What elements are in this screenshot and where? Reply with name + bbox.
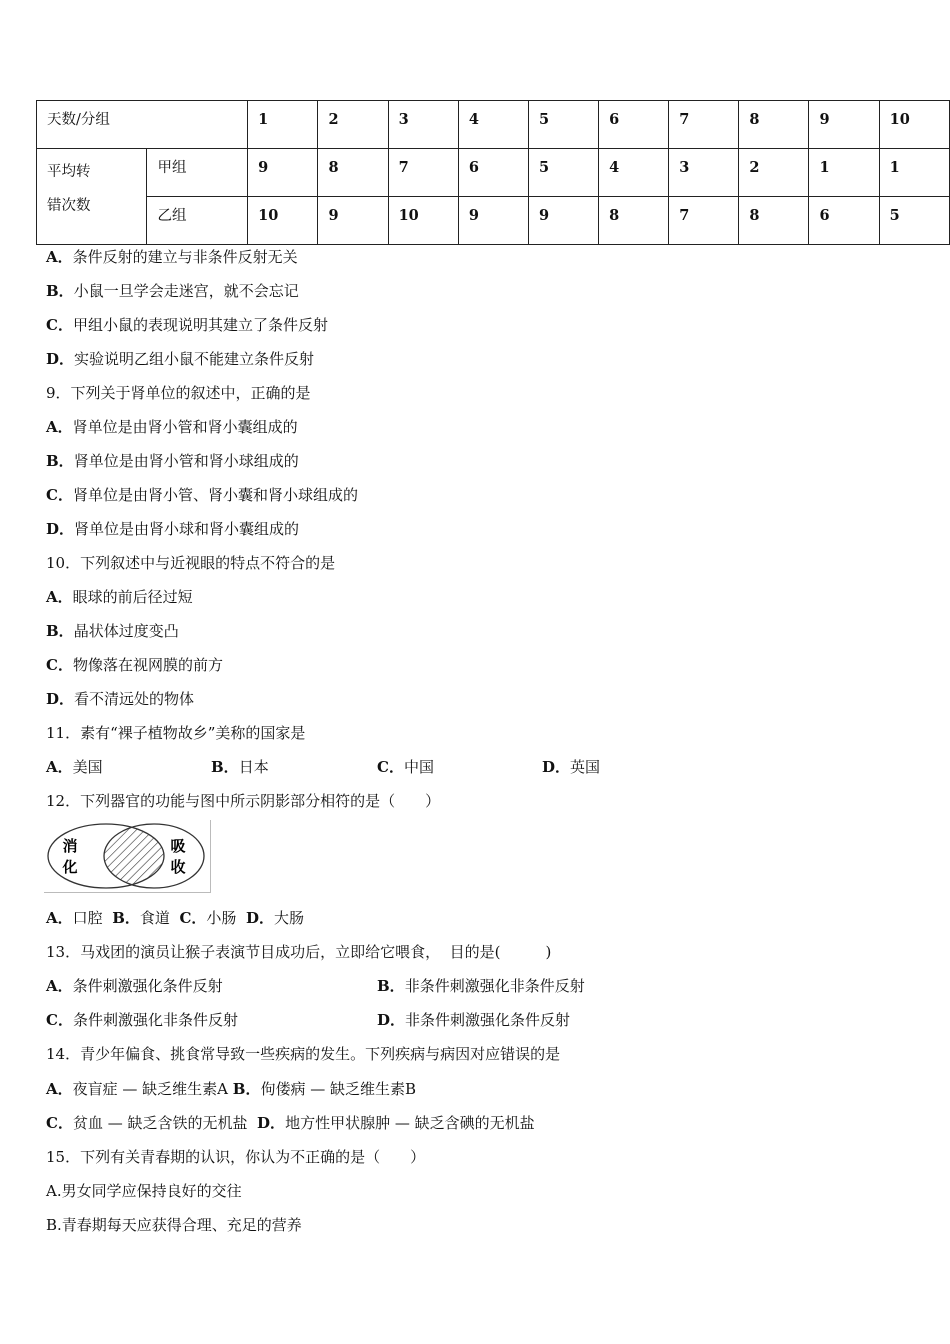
value-cell: 9	[318, 197, 388, 245]
value-cell: 1	[809, 149, 879, 197]
q10-option-c: C．物像落在视网膜的前方	[46, 656, 223, 674]
day-cell: 5	[528, 101, 598, 149]
q9-option-a: A．肾单位是由肾小管和肾小囊组成的	[46, 418, 298, 436]
q13-option-b: B．非条件刺激强化非条件反射	[377, 977, 585, 995]
q13-option-a: A．条件刺激强化条件反射	[46, 977, 223, 995]
venn-left-label-1: 消	[62, 837, 78, 855]
q10-option-d: D．看不清远处的物体	[46, 690, 195, 708]
venn-right-label-2: 收	[170, 858, 186, 876]
q10-option-b: B．晶状体过度变凸	[46, 622, 179, 640]
q14-stem: 14．青少年偏食、挑食常导致一些疾病的发生。下列疾病与病因对应错误的是	[46, 1045, 561, 1063]
q10-option-a: A．眼球的前后径过短	[46, 588, 193, 606]
day-cell: 10	[879, 101, 949, 149]
q8-option-d: D．实验说明乙组小鼠不能建立条件反射	[46, 350, 315, 368]
venn-left-label-2: 化	[62, 858, 78, 876]
q13-stem: 13．马戏团的演员让猴子表演节目成功后，立即给它喂食， 目的是( )	[46, 943, 552, 961]
value-cell: 10	[388, 197, 458, 245]
row-label-line1: 平均转	[47, 164, 91, 180]
day-cell: 7	[669, 101, 739, 149]
value-cell: 6	[809, 197, 879, 245]
value-cell: 2	[739, 149, 809, 197]
value-cell: 8	[318, 149, 388, 197]
q11-option-a: A．美国	[46, 758, 103, 776]
day-cell: 4	[458, 101, 528, 149]
value-cell: 7	[669, 197, 739, 245]
group-name-cell: 甲组	[147, 149, 248, 197]
venn-right-label-1: 吸	[170, 837, 186, 855]
value-cell: 9	[458, 197, 528, 245]
q13-option-c: C．条件刺激强化非条件反射	[46, 1011, 238, 1029]
value-cell: 3	[669, 149, 739, 197]
q12-stem: 12．下列器官的功能与图中所示阴影部分相符的是（ ）	[46, 792, 441, 810]
value-cell: 1	[879, 149, 949, 197]
q10-stem: 10．下列叙述中与近视眼的特点不符合的是	[46, 554, 336, 572]
value-cell: 9	[528, 197, 598, 245]
value-cell: 9	[248, 149, 318, 197]
value-cell: 7	[388, 149, 458, 197]
value-cell: 4	[599, 149, 669, 197]
value-cell: 8	[739, 197, 809, 245]
q14-options-row1: A．夜盲症 — 缺乏维生素A B．佝偻病 — 缺乏维生素B	[46, 1080, 417, 1098]
value-cell: 8	[599, 197, 669, 245]
q15-stem: 15．下列有关青春期的认识，你认为不正确的是（ ）	[46, 1148, 426, 1166]
day-cell: 9	[809, 101, 879, 149]
day-cell: 8	[739, 101, 809, 149]
day-cell: 2	[318, 101, 388, 149]
q11-option-c: C．中国	[377, 758, 434, 776]
venn-diagram	[44, 820, 211, 893]
q9-stem: 9．下列关于肾单位的叙述中，正确的是	[46, 384, 311, 402]
venn-svg	[44, 820, 210, 892]
day-cell: 6	[599, 101, 669, 149]
q8-option-a: A．条件反射的建立与非条件反射无关	[46, 248, 298, 266]
q9-option-b: B．肾单位是由肾小管和肾小球组成的	[46, 452, 299, 470]
q9-option-c: C．肾单位是由肾小管、肾小囊和肾小球组成的	[46, 486, 358, 504]
q9-option-d: D．肾单位是由肾小球和肾小囊组成的	[46, 520, 300, 538]
day-cell: 3	[388, 101, 458, 149]
row-label-cell	[37, 149, 147, 245]
value-cell: 5	[879, 197, 949, 245]
table-row-group-a	[37, 149, 950, 197]
q13-option-d: D．非条件刺激强化条件反射	[377, 1011, 571, 1029]
q8-option-b: B．小鼠一旦学会走迷宫，就不会忘记	[46, 282, 299, 300]
value-cell: 10	[248, 197, 318, 245]
value-cell: 6	[458, 149, 528, 197]
table-corner-cell: 天数/分组	[37, 101, 248, 149]
q8-option-c: C．甲组小鼠的表现说明其建立了条件反射	[46, 316, 328, 334]
row-label-line2: 错次数	[47, 198, 91, 214]
day-cell: 1	[248, 101, 318, 149]
table-header-row	[37, 101, 950, 149]
data-table	[36, 100, 950, 245]
group-name-cell: 乙组	[147, 197, 248, 245]
q12-options: A．口腔 B．食道 C．小肠 D．大肠	[46, 909, 304, 927]
q15-option-a: A.男女同学应保持良好的交往	[46, 1182, 242, 1200]
q11-option-d: D．英国	[542, 758, 601, 776]
q14-options-row2: C．贫血 — 缺乏含铁的无机盐 D．地方性甲状腺肿 — 缺乏含碘的无机盐	[46, 1114, 535, 1132]
q11-stem: 11．素有“裸子植物故乡”美称的国家是	[46, 724, 306, 742]
q11-option-b: B．日本	[211, 758, 269, 776]
table-row-group-b	[37, 197, 950, 245]
q15-option-b: B.青春期每天应获得合理、充足的营养	[46, 1216, 302, 1234]
value-cell: 5	[528, 149, 598, 197]
